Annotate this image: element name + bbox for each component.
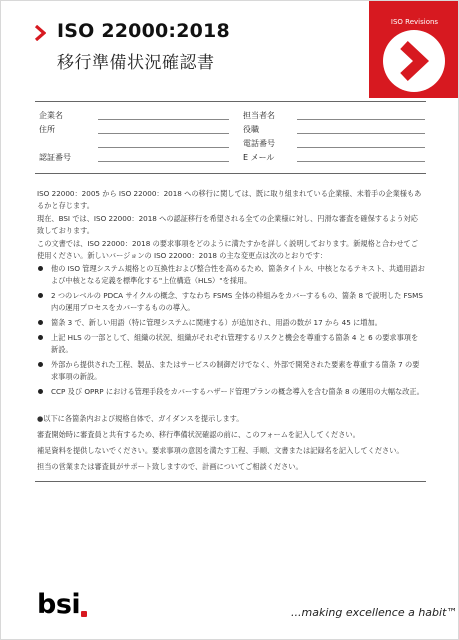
contact-name-field[interactable]: [297, 119, 425, 120]
address-label: 住所: [39, 125, 55, 134]
contact-name-label: 担当者名: [243, 111, 275, 120]
intro-paragraph: この文書では、ISO 22000：2018 の要求事項をどのように満たすかを詳しく説明しております。新規格と合わせてご使用ください。新しいバージョンの ISO 22000：2018 の主な変更点は次のとおりです：: [37, 239, 418, 260]
list-item: 箇条 3 で、新しい用語（特に管理システムに関連する）が追加され、用語の数が 17 から 45 に増加。: [37, 317, 425, 329]
chevron-right-icon: [35, 25, 46, 41]
phone-field[interactable]: [297, 147, 425, 148]
changes-list: [37, 263, 425, 401]
bullet-icon: [38, 320, 43, 325]
certificate-number-label: 認証番号: [39, 153, 71, 162]
job-title-label: 役職: [243, 125, 259, 134]
list-item: CCP 及び OPRP における管理手段をカバーするハザード管理プランの概念導入を含む箇条 8 の運用の大幅な改正。: [37, 386, 425, 398]
bsi-logo: [37, 591, 97, 621]
list-item: 外部から提供された工程、製品、またはサービスの制御だけでなく、外部で開発された要素を尊重する箇条 7 の要求事項の新設。: [37, 359, 425, 383]
list-item: 上記 HLS の一部として、組織の状況、組織がそれぞれ管理するリスクと機会を尊重する箇条 4 と 6 の要求事項を新設。: [37, 332, 425, 356]
bullet-icon: [38, 362, 43, 367]
list-item: 他の ISO 管理システム規格との互換性および整合性を高めるため、箇条タイトル、中核となるテキスト、共通用語および中核となる定義を標準化する"上位構造（HLS）"を採用。: [37, 263, 425, 287]
divider: [35, 481, 426, 482]
tag-label: ISO Revisions: [390, 18, 439, 26]
tagline: ...making excellence a habit™: [291, 606, 458, 619]
phone-label: 電話番号: [243, 139, 275, 148]
bullet-icon: [38, 293, 43, 298]
company-name-field[interactable]: [98, 119, 229, 120]
list-item: 2 つのレベルの PDCA サイクルの概念、すなわち FSMS 全体の枠組みをカバーするもの、箇条 8 で説明した FSMS 内の運用プロセスをカバーするものの導入。: [37, 290, 425, 314]
guidance-line: 補足資料を提供しないでください。要求事項の意図を満たす工程、手順、文書または記録名を記入してください。: [37, 446, 404, 455]
certificate-number-field[interactable]: [98, 161, 229, 162]
bullet-icon: [38, 266, 43, 271]
guidance-line: 担当の営業または審査員がサポート致しますので、計画についてご相談ください。: [37, 462, 303, 471]
bullet-icon: [38, 389, 43, 394]
document-subtitle: 移行準備状況確認書: [57, 53, 215, 73]
chevron-right-icon: [383, 30, 445, 92]
address-field-2[interactable]: [98, 147, 229, 148]
job-title-field[interactable]: [297, 133, 425, 134]
intro-paragraph: ISO 22000：2005 から ISO 22000：2018 への移行に関しては、既に取り組まれている企業様、未着手の企業様もあるかと存じます。: [37, 189, 422, 210]
divider: [35, 101, 426, 102]
document-title: ISO 22000:2018: [57, 20, 230, 42]
iso-revisions-tag: [369, 1, 459, 98]
tag-circle: [383, 30, 445, 92]
email-label: E メール: [243, 153, 275, 162]
company-name-label: 企業名: [39, 111, 63, 120]
logo-dot: [81, 611, 87, 617]
email-field[interactable]: [297, 161, 425, 162]
divider: [35, 173, 426, 174]
bullet-icon: [38, 335, 43, 340]
guidance-heading: ●以下に各箇条内および規格自体で、ガイダンスを提示します。: [37, 414, 244, 423]
intro-paragraph: 現在、BSI では、ISO 22000：2018 への認証移行を希望される全ての企業様に対し、円滑な審査を確保するよう対応致しております。: [37, 214, 418, 235]
guidance-line: 審査開始時に審査員と共有するため、移行準備状況確認の前に、このフォームを記入してください。: [37, 430, 360, 439]
address-field[interactable]: [98, 133, 229, 134]
logo-text: bsi: [37, 589, 81, 620]
